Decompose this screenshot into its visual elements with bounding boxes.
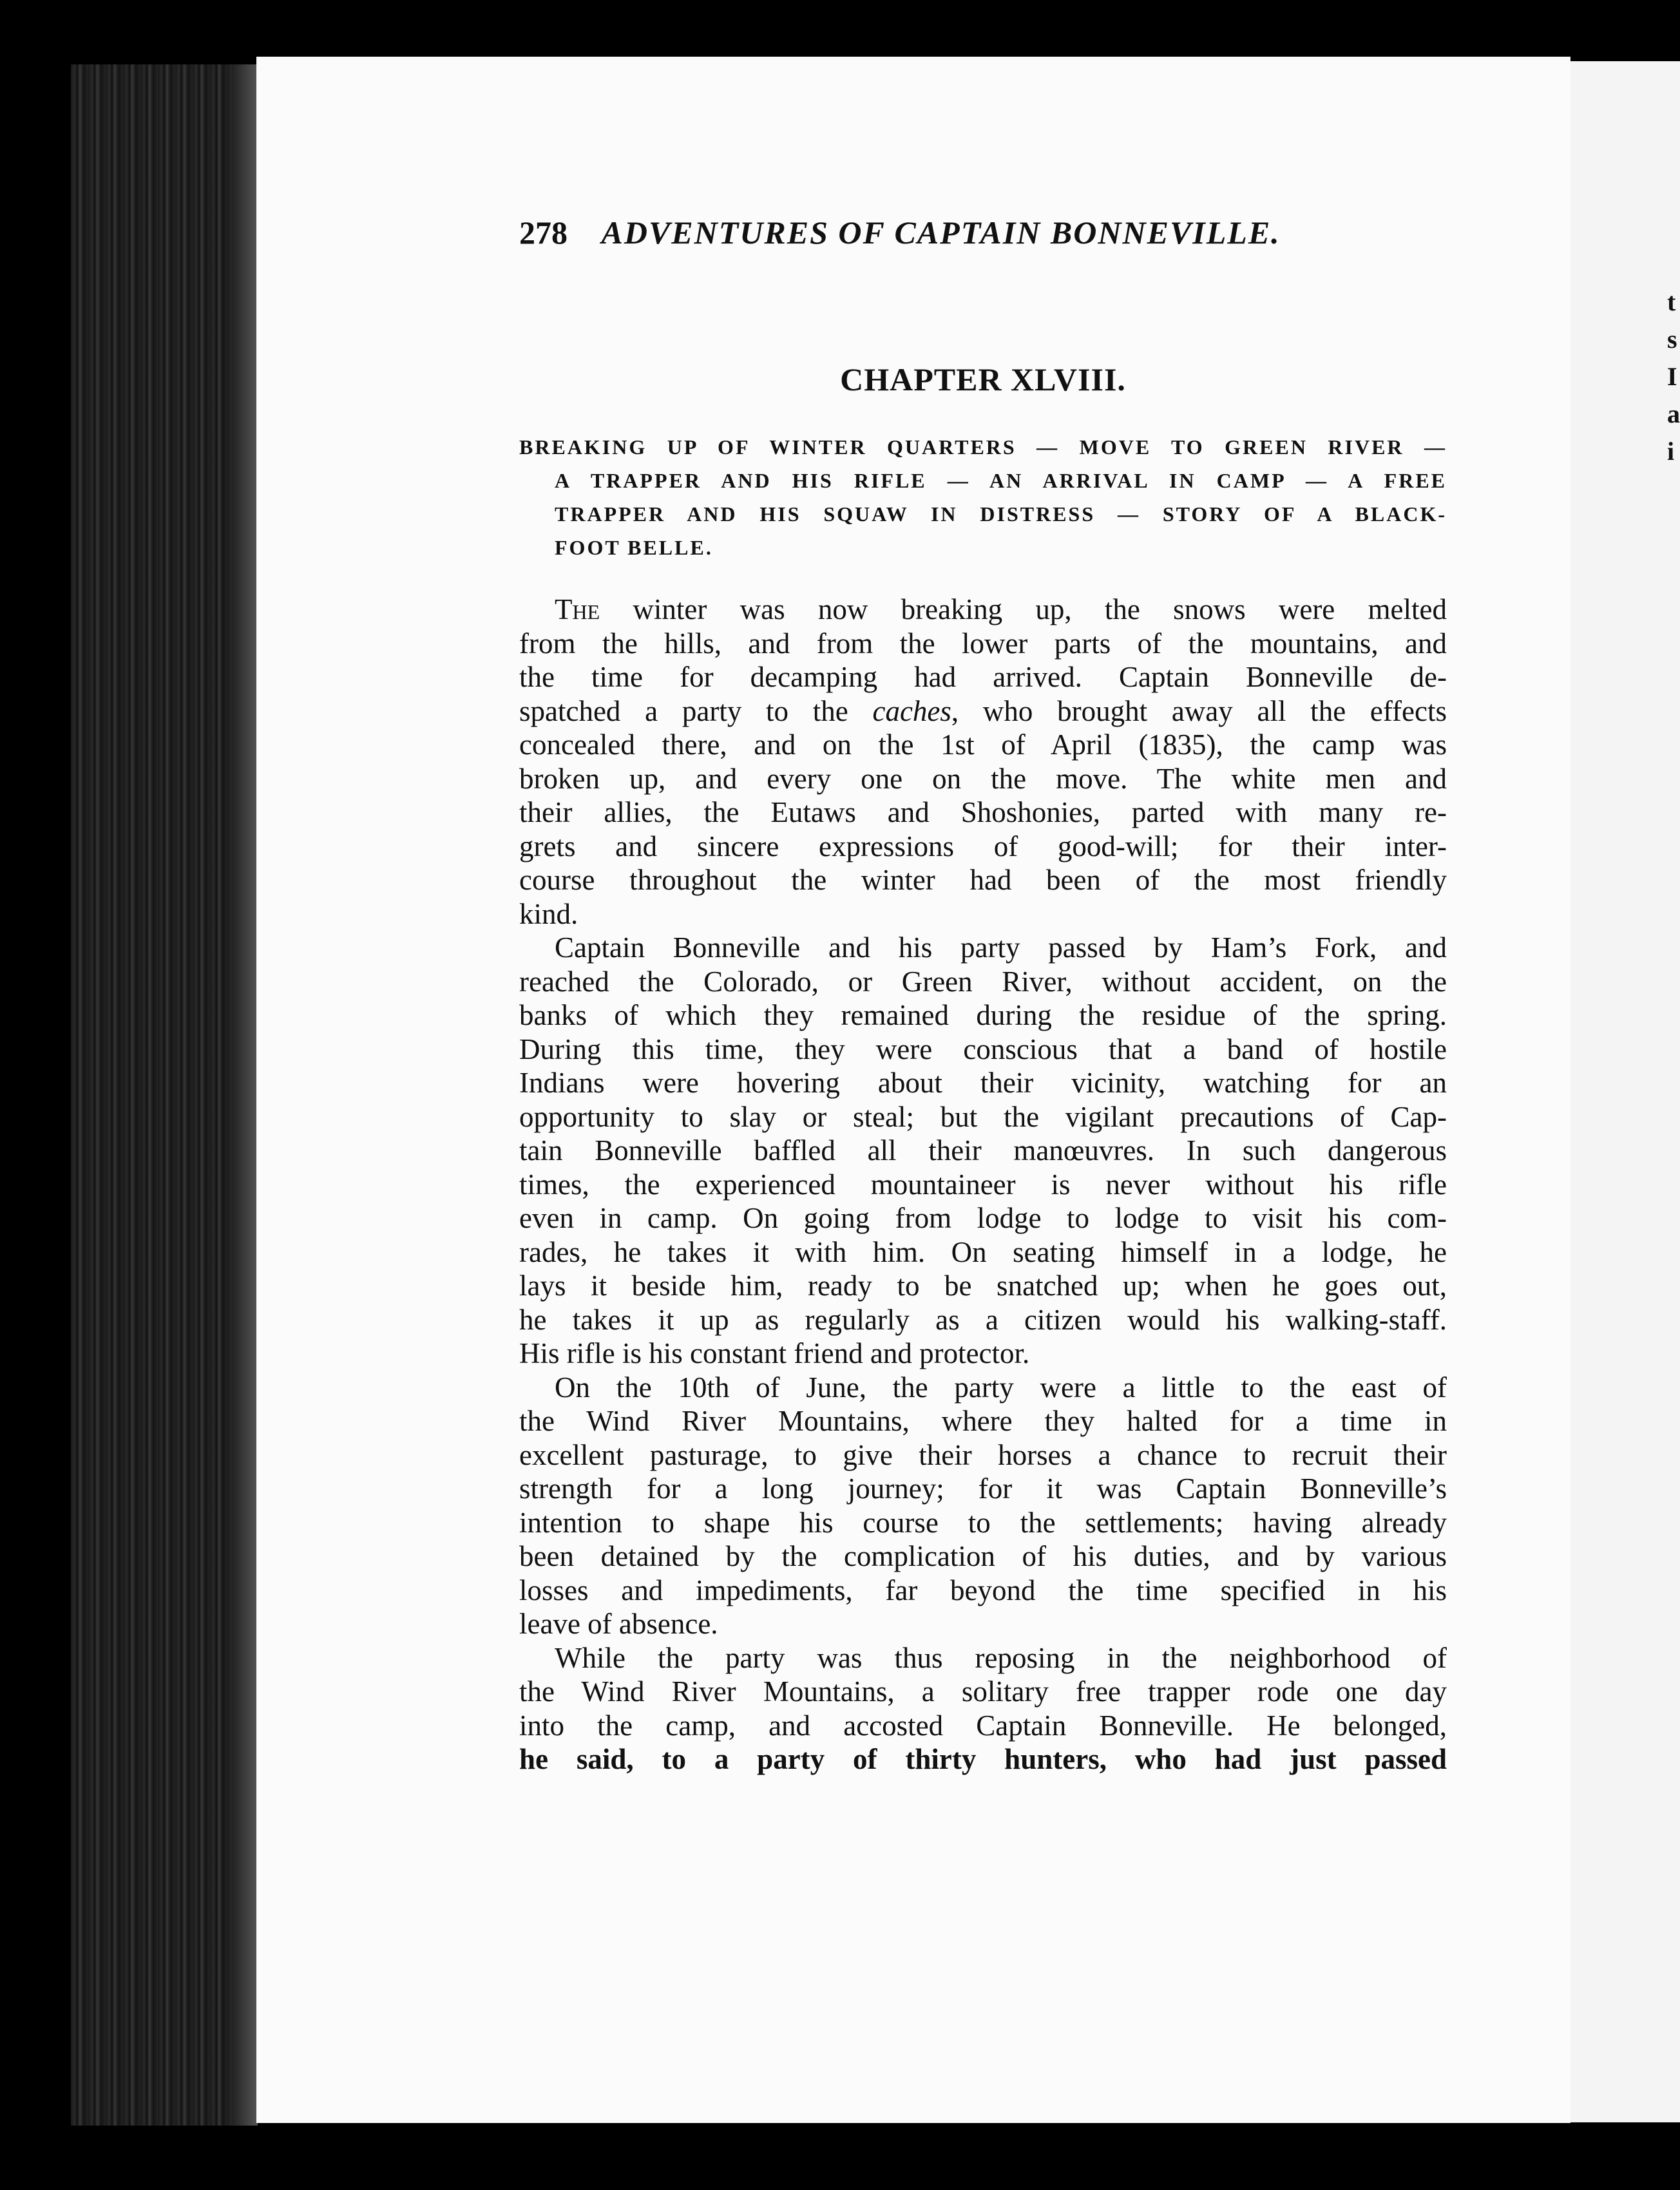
synopsis-line: FOOT BELLE. xyxy=(555,536,713,559)
body-line: he said, to a party of thirty hunters, who had just passed xyxy=(519,1743,1447,1775)
body-line: the Wind River Mountains, a solitary free trapper rode one day xyxy=(519,1675,1447,1708)
body-line: concealed there, and on the 1st of April (1835), the camp was xyxy=(519,728,1447,761)
page-number: 278 xyxy=(519,214,568,251)
body-line: On the 10th of June, the party were a little to the east of xyxy=(555,1371,1447,1404)
body-line: While the party was thus reposing in the neighborhood of xyxy=(555,1641,1447,1674)
chapter-title: CHAPTER XLVIII. xyxy=(840,361,1126,397)
body-line: course throughout the winter had been of the most friendly xyxy=(519,864,1447,896)
body-line: lays it beside him, ready to be snatched up; when he goes out, xyxy=(519,1270,1447,1302)
italic-word: caches xyxy=(872,694,951,727)
chapter-synopsis xyxy=(519,430,1447,564)
body-line: tain Bonneville baffled all their manœuvres. In such dangerous xyxy=(519,1134,1447,1166)
body-line: broken up, and every one on the move. The white men and xyxy=(519,762,1447,795)
book-edge-shadow xyxy=(232,64,258,2126)
body-line: their allies, the Eutaws and Shoshonies, parted with many re- xyxy=(519,796,1447,828)
body-line: reached the Colorado, or Green River, without accident, on the xyxy=(519,965,1447,998)
running-title: ADVENTURES OF CAPTAIN BONNEVILLE. xyxy=(601,214,1281,251)
body-line: even in camp. On going from lodge to lodge to visit his com- xyxy=(519,1202,1447,1234)
body-line: During this time, they were conscious that a band of hostile xyxy=(519,1033,1447,1065)
body-line: from the hills, and from the lower parts of the mountains, and xyxy=(519,627,1447,660)
body-line: the Wind River Mountains, where they halted for a time in xyxy=(519,1405,1447,1437)
synopsis-line: BREAKING UP OF WINTER QUARTERS — MOVE TO GREEN RIVER — xyxy=(519,435,1447,459)
body-line: His rifle is his constant friend and protector. xyxy=(519,1337,1030,1369)
synopsis-line: A TRAPPER AND HIS RIFLE — AN ARRIVAL IN CAMP — A FREE xyxy=(555,469,1447,492)
body-line: Indians were hovering about their vicinity, watching for an xyxy=(519,1067,1447,1099)
body-line: Captain Bonneville and his party passed by Ham’s Fork, and xyxy=(555,931,1447,964)
body-line: spatched a party to the caches, who brought away all the effects xyxy=(519,694,1447,727)
body-line: banks of which they remained during the residue of the spring. xyxy=(519,999,1447,1031)
adjacent-page-text: t s I a i xyxy=(1667,287,1680,466)
body-line: leave of absence. xyxy=(519,1608,718,1640)
body-line: grets and sincere expressions of good-will; for their inter- xyxy=(519,830,1447,862)
body-line: kind. xyxy=(519,897,578,930)
body-line: he takes it up as regularly as a citizen would his walking-staff. xyxy=(519,1303,1447,1336)
chapter-body xyxy=(519,593,1447,1776)
synopsis-line: TRAPPER AND HIS SQUAW IN DISTRESS — STORY OF A BLACK- xyxy=(555,502,1447,526)
body-line: losses and impediments, far beyond the time specified in his xyxy=(519,1574,1447,1606)
body-line: times, the experienced mountaineer is never without his rifle xyxy=(519,1168,1447,1201)
body-line: intention to shape his course to the settlements; having already xyxy=(519,1506,1447,1539)
body-line: opportunity to slay or steal; but the vigilant precautions of Cap- xyxy=(519,1100,1447,1133)
body-line: rades, he takes it with him. On seating himself in a lodge, he xyxy=(519,1235,1447,1268)
adjacent-page xyxy=(1552,61,1680,2122)
body-line: strength for a long journey; for it was Captain Bonneville’s xyxy=(519,1472,1447,1505)
body-line: The winter was now breaking up, the snows were melted xyxy=(555,593,1447,625)
body-line: excellent pasturage, to give their horses a chance to recruit their xyxy=(519,1438,1447,1471)
body-line: into the camp, and accosted Captain Bonneville. He belonged, xyxy=(519,1709,1447,1742)
drop-word: The xyxy=(555,593,600,625)
book-page-edges xyxy=(71,64,258,2126)
body-line: the time for decamping had arrived. Captain Bonneville de- xyxy=(519,661,1447,693)
running-head xyxy=(519,214,1337,251)
body-line: been detained by the complication of his duties, and by various xyxy=(519,1540,1447,1572)
